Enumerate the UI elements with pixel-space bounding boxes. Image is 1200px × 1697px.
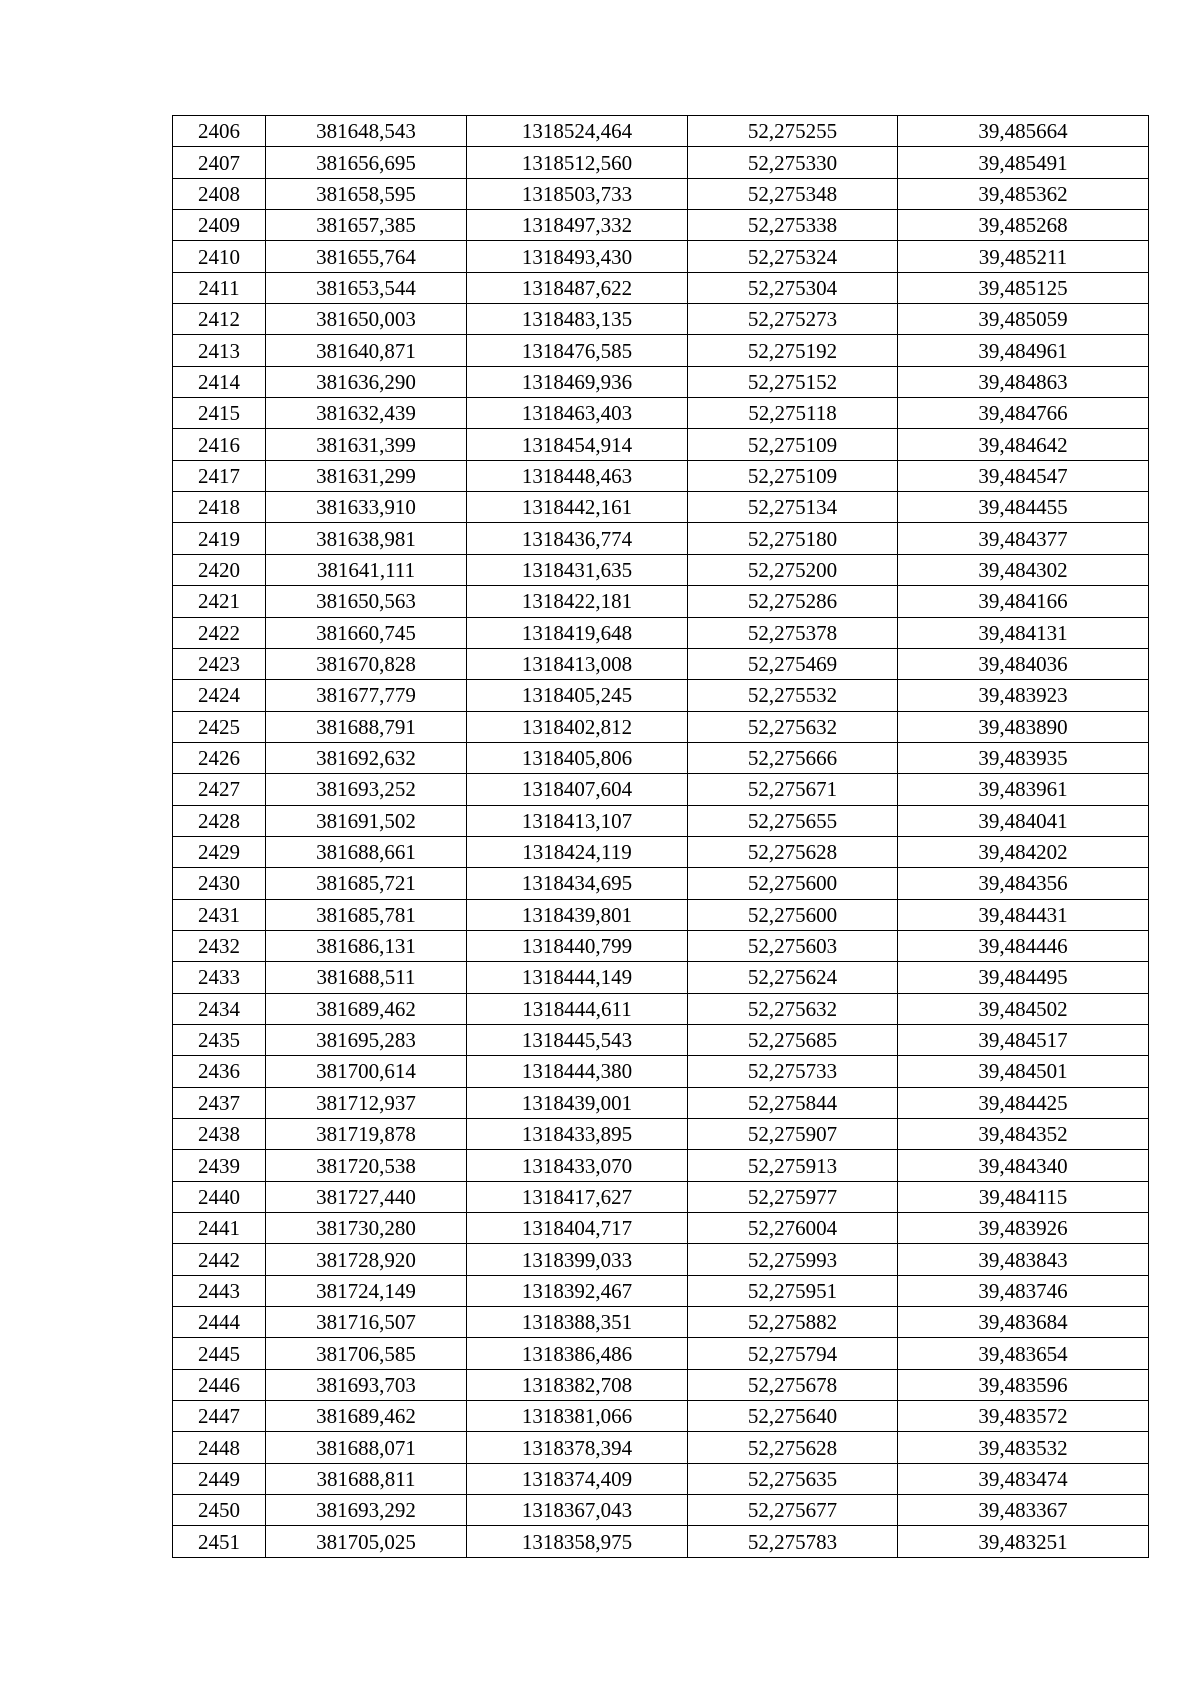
coordinates-table-body bbox=[173, 116, 1149, 1558]
latitude-cell: 52,276004 bbox=[688, 1213, 898, 1244]
table-row bbox=[173, 147, 1149, 178]
point-number-cell: 2420 bbox=[173, 554, 266, 585]
y-coordinate-cell: 1318483,135 bbox=[467, 304, 688, 335]
table-row bbox=[173, 116, 1149, 147]
table-row bbox=[173, 554, 1149, 585]
longitude-cell: 39,484863 bbox=[898, 366, 1149, 397]
longitude-cell: 39,484202 bbox=[898, 836, 1149, 867]
x-coordinate-cell: 381688,071 bbox=[266, 1432, 467, 1463]
longitude-cell: 39,484547 bbox=[898, 460, 1149, 491]
x-coordinate-cell: 381705,025 bbox=[266, 1526, 467, 1557]
table-row bbox=[173, 210, 1149, 241]
y-coordinate-cell: 1318434,695 bbox=[467, 868, 688, 899]
x-coordinate-cell: 381641,111 bbox=[266, 554, 467, 585]
x-coordinate-cell: 381638,981 bbox=[266, 523, 467, 554]
y-coordinate-cell: 1318487,622 bbox=[467, 272, 688, 303]
longitude-cell: 39,485059 bbox=[898, 304, 1149, 335]
longitude-cell: 39,484425 bbox=[898, 1087, 1149, 1118]
point-number-cell: 2426 bbox=[173, 742, 266, 773]
longitude-cell: 39,483746 bbox=[898, 1275, 1149, 1306]
latitude-cell: 52,275794 bbox=[688, 1338, 898, 1369]
latitude-cell: 52,275603 bbox=[688, 930, 898, 961]
table-row bbox=[173, 241, 1149, 272]
y-coordinate-cell: 1318402,812 bbox=[467, 711, 688, 742]
x-coordinate-cell: 381650,003 bbox=[266, 304, 467, 335]
latitude-cell: 52,275304 bbox=[688, 272, 898, 303]
latitude-cell: 52,275109 bbox=[688, 429, 898, 460]
x-coordinate-cell: 381700,614 bbox=[266, 1056, 467, 1087]
longitude-cell: 39,484036 bbox=[898, 648, 1149, 679]
x-coordinate-cell: 381688,661 bbox=[266, 836, 467, 867]
longitude-cell: 39,484455 bbox=[898, 492, 1149, 523]
table-row bbox=[173, 993, 1149, 1024]
longitude-cell: 39,484131 bbox=[898, 617, 1149, 648]
longitude-cell: 39,485362 bbox=[898, 178, 1149, 209]
point-number-cell: 2445 bbox=[173, 1338, 266, 1369]
x-coordinate-cell: 381655,764 bbox=[266, 241, 467, 272]
longitude-cell: 39,484501 bbox=[898, 1056, 1149, 1087]
latitude-cell: 52,275134 bbox=[688, 492, 898, 523]
point-number-cell: 2423 bbox=[173, 648, 266, 679]
latitude-cell: 52,275678 bbox=[688, 1369, 898, 1400]
point-number-cell: 2439 bbox=[173, 1150, 266, 1181]
latitude-cell: 52,275977 bbox=[688, 1181, 898, 1212]
y-coordinate-cell: 1318444,149 bbox=[467, 962, 688, 993]
y-coordinate-cell: 1318493,430 bbox=[467, 241, 688, 272]
longitude-cell: 39,483961 bbox=[898, 774, 1149, 805]
point-number-cell: 2411 bbox=[173, 272, 266, 303]
table-row bbox=[173, 1463, 1149, 1494]
x-coordinate-cell: 381656,695 bbox=[266, 147, 467, 178]
latitude-cell: 52,275378 bbox=[688, 617, 898, 648]
longitude-cell: 39,484961 bbox=[898, 335, 1149, 366]
table-row bbox=[173, 1181, 1149, 1212]
latitude-cell: 52,275600 bbox=[688, 899, 898, 930]
x-coordinate-cell: 381688,511 bbox=[266, 962, 467, 993]
point-number-cell: 2437 bbox=[173, 1087, 266, 1118]
y-coordinate-cell: 1318503,733 bbox=[467, 178, 688, 209]
latitude-cell: 52,275532 bbox=[688, 680, 898, 711]
x-coordinate-cell: 381650,563 bbox=[266, 586, 467, 617]
latitude-cell: 52,275882 bbox=[688, 1307, 898, 1338]
point-number-cell: 2419 bbox=[173, 523, 266, 554]
point-number-cell: 2412 bbox=[173, 304, 266, 335]
y-coordinate-cell: 1318381,066 bbox=[467, 1401, 688, 1432]
longitude-cell: 39,483572 bbox=[898, 1401, 1149, 1432]
latitude-cell: 52,275655 bbox=[688, 805, 898, 836]
point-number-cell: 2451 bbox=[173, 1526, 266, 1557]
longitude-cell: 39,483843 bbox=[898, 1244, 1149, 1275]
table-row bbox=[173, 1275, 1149, 1306]
table-row bbox=[173, 1495, 1149, 1526]
point-number-cell: 2434 bbox=[173, 993, 266, 1024]
x-coordinate-cell: 381719,878 bbox=[266, 1119, 467, 1150]
latitude-cell: 52,275685 bbox=[688, 1024, 898, 1055]
y-coordinate-cell: 1318392,467 bbox=[467, 1275, 688, 1306]
x-coordinate-cell: 381640,871 bbox=[266, 335, 467, 366]
longitude-cell: 39,483926 bbox=[898, 1213, 1149, 1244]
x-coordinate-cell: 381689,462 bbox=[266, 993, 467, 1024]
latitude-cell: 52,275677 bbox=[688, 1495, 898, 1526]
x-coordinate-cell: 381720,538 bbox=[266, 1150, 467, 1181]
table-row bbox=[173, 460, 1149, 491]
latitude-cell: 52,275338 bbox=[688, 210, 898, 241]
latitude-cell: 52,275180 bbox=[688, 523, 898, 554]
point-number-cell: 2444 bbox=[173, 1307, 266, 1338]
latitude-cell: 52,275469 bbox=[688, 648, 898, 679]
y-coordinate-cell: 1318444,380 bbox=[467, 1056, 688, 1087]
point-number-cell: 2446 bbox=[173, 1369, 266, 1400]
longitude-cell: 39,485125 bbox=[898, 272, 1149, 303]
longitude-cell: 39,484352 bbox=[898, 1119, 1149, 1150]
point-number-cell: 2440 bbox=[173, 1181, 266, 1212]
latitude-cell: 52,275624 bbox=[688, 962, 898, 993]
point-number-cell: 2409 bbox=[173, 210, 266, 241]
point-number-cell: 2431 bbox=[173, 899, 266, 930]
x-coordinate-cell: 381730,280 bbox=[266, 1213, 467, 1244]
table-row bbox=[173, 805, 1149, 836]
latitude-cell: 52,275192 bbox=[688, 335, 898, 366]
table-row bbox=[173, 1432, 1149, 1463]
point-number-cell: 2433 bbox=[173, 962, 266, 993]
table-row bbox=[173, 1213, 1149, 1244]
point-number-cell: 2428 bbox=[173, 805, 266, 836]
x-coordinate-cell: 381693,703 bbox=[266, 1369, 467, 1400]
table-row bbox=[173, 492, 1149, 523]
y-coordinate-cell: 1318444,611 bbox=[467, 993, 688, 1024]
latitude-cell: 52,275330 bbox=[688, 147, 898, 178]
table-row bbox=[173, 523, 1149, 554]
table-row bbox=[173, 648, 1149, 679]
longitude-cell: 39,483532 bbox=[898, 1432, 1149, 1463]
point-number-cell: 2418 bbox=[173, 492, 266, 523]
point-number-cell: 2417 bbox=[173, 460, 266, 491]
longitude-cell: 39,484166 bbox=[898, 586, 1149, 617]
x-coordinate-cell: 381685,721 bbox=[266, 868, 467, 899]
table-row bbox=[173, 398, 1149, 429]
table-row bbox=[173, 1056, 1149, 1087]
latitude-cell: 52,275628 bbox=[688, 1432, 898, 1463]
longitude-cell: 39,484431 bbox=[898, 899, 1149, 930]
table-row bbox=[173, 1150, 1149, 1181]
longitude-cell: 39,483684 bbox=[898, 1307, 1149, 1338]
longitude-cell: 39,483367 bbox=[898, 1495, 1149, 1526]
longitude-cell: 39,484502 bbox=[898, 993, 1149, 1024]
x-coordinate-cell: 381632,439 bbox=[266, 398, 467, 429]
longitude-cell: 39,485268 bbox=[898, 210, 1149, 241]
latitude-cell: 52,275733 bbox=[688, 1056, 898, 1087]
table-row bbox=[173, 304, 1149, 335]
longitude-cell: 39,484356 bbox=[898, 868, 1149, 899]
longitude-cell: 39,485491 bbox=[898, 147, 1149, 178]
point-number-cell: 2432 bbox=[173, 930, 266, 961]
x-coordinate-cell: 381716,507 bbox=[266, 1307, 467, 1338]
point-number-cell: 2435 bbox=[173, 1024, 266, 1055]
x-coordinate-cell: 381695,283 bbox=[266, 1024, 467, 1055]
y-coordinate-cell: 1318382,708 bbox=[467, 1369, 688, 1400]
y-coordinate-cell: 1318512,560 bbox=[467, 147, 688, 178]
x-coordinate-cell: 381670,828 bbox=[266, 648, 467, 679]
point-number-cell: 2443 bbox=[173, 1275, 266, 1306]
point-number-cell: 2430 bbox=[173, 868, 266, 899]
latitude-cell: 52,275640 bbox=[688, 1401, 898, 1432]
point-number-cell: 2416 bbox=[173, 429, 266, 460]
latitude-cell: 52,275324 bbox=[688, 241, 898, 272]
table-row bbox=[173, 1526, 1149, 1557]
coordinates-table bbox=[172, 115, 1149, 1558]
x-coordinate-cell: 381712,937 bbox=[266, 1087, 467, 1118]
y-coordinate-cell: 1318388,351 bbox=[467, 1307, 688, 1338]
latitude-cell: 52,275255 bbox=[688, 116, 898, 147]
x-coordinate-cell: 381688,791 bbox=[266, 711, 467, 742]
x-coordinate-cell: 381686,131 bbox=[266, 930, 467, 961]
latitude-cell: 52,275635 bbox=[688, 1463, 898, 1494]
y-coordinate-cell: 1318413,107 bbox=[467, 805, 688, 836]
x-coordinate-cell: 381693,292 bbox=[266, 1495, 467, 1526]
table-row bbox=[173, 742, 1149, 773]
point-number-cell: 2424 bbox=[173, 680, 266, 711]
point-number-cell: 2450 bbox=[173, 1495, 266, 1526]
point-number-cell: 2441 bbox=[173, 1213, 266, 1244]
y-coordinate-cell: 1318476,585 bbox=[467, 335, 688, 366]
longitude-cell: 39,483654 bbox=[898, 1338, 1149, 1369]
table-row bbox=[173, 962, 1149, 993]
table-row bbox=[173, 1307, 1149, 1338]
table-row bbox=[173, 836, 1149, 867]
y-coordinate-cell: 1318378,394 bbox=[467, 1432, 688, 1463]
table-row bbox=[173, 1244, 1149, 1275]
latitude-cell: 52,275273 bbox=[688, 304, 898, 335]
latitude-cell: 52,275666 bbox=[688, 742, 898, 773]
y-coordinate-cell: 1318440,799 bbox=[467, 930, 688, 961]
latitude-cell: 52,275632 bbox=[688, 993, 898, 1024]
x-coordinate-cell: 381706,585 bbox=[266, 1338, 467, 1369]
longitude-cell: 39,484446 bbox=[898, 930, 1149, 961]
y-coordinate-cell: 1318439,801 bbox=[467, 899, 688, 930]
point-number-cell: 2407 bbox=[173, 147, 266, 178]
latitude-cell: 52,275348 bbox=[688, 178, 898, 209]
y-coordinate-cell: 1318469,936 bbox=[467, 366, 688, 397]
point-number-cell: 2425 bbox=[173, 711, 266, 742]
table-row bbox=[173, 1024, 1149, 1055]
y-coordinate-cell: 1318358,975 bbox=[467, 1526, 688, 1557]
table-row bbox=[173, 774, 1149, 805]
y-coordinate-cell: 1318417,627 bbox=[467, 1181, 688, 1212]
y-coordinate-cell: 1318433,070 bbox=[467, 1150, 688, 1181]
table-row bbox=[173, 930, 1149, 961]
table-row bbox=[173, 680, 1149, 711]
point-number-cell: 2421 bbox=[173, 586, 266, 617]
y-coordinate-cell: 1318419,648 bbox=[467, 617, 688, 648]
point-number-cell: 2448 bbox=[173, 1432, 266, 1463]
point-number-cell: 2436 bbox=[173, 1056, 266, 1087]
x-coordinate-cell: 381728,920 bbox=[266, 1244, 467, 1275]
latitude-cell: 52,275907 bbox=[688, 1119, 898, 1150]
table-row bbox=[173, 178, 1149, 209]
latitude-cell: 52,275632 bbox=[688, 711, 898, 742]
longitude-cell: 39,483935 bbox=[898, 742, 1149, 773]
longitude-cell: 39,483923 bbox=[898, 680, 1149, 711]
table-row bbox=[173, 899, 1149, 930]
x-coordinate-cell: 381631,299 bbox=[266, 460, 467, 491]
point-number-cell: 2449 bbox=[173, 1463, 266, 1494]
y-coordinate-cell: 1318386,486 bbox=[467, 1338, 688, 1369]
table-row bbox=[173, 868, 1149, 899]
x-coordinate-cell: 381692,632 bbox=[266, 742, 467, 773]
longitude-cell: 39,485664 bbox=[898, 116, 1149, 147]
longitude-cell: 39,484340 bbox=[898, 1150, 1149, 1181]
latitude-cell: 52,275913 bbox=[688, 1150, 898, 1181]
x-coordinate-cell: 381724,149 bbox=[266, 1275, 467, 1306]
latitude-cell: 52,275671 bbox=[688, 774, 898, 805]
table-row bbox=[173, 711, 1149, 742]
point-number-cell: 2413 bbox=[173, 335, 266, 366]
x-coordinate-cell: 381689,462 bbox=[266, 1401, 467, 1432]
x-coordinate-cell: 381685,781 bbox=[266, 899, 467, 930]
x-coordinate-cell: 381693,252 bbox=[266, 774, 467, 805]
table-row bbox=[173, 1338, 1149, 1369]
longitude-cell: 39,484377 bbox=[898, 523, 1149, 554]
table-row bbox=[173, 1401, 1149, 1432]
x-coordinate-cell: 381688,811 bbox=[266, 1463, 467, 1494]
y-coordinate-cell: 1318524,464 bbox=[467, 116, 688, 147]
latitude-cell: 52,275783 bbox=[688, 1526, 898, 1557]
y-coordinate-cell: 1318454,914 bbox=[467, 429, 688, 460]
x-coordinate-cell: 381631,399 bbox=[266, 429, 467, 460]
point-number-cell: 2438 bbox=[173, 1119, 266, 1150]
point-number-cell: 2414 bbox=[173, 366, 266, 397]
point-number-cell: 2442 bbox=[173, 1244, 266, 1275]
longitude-cell: 39,485211 bbox=[898, 241, 1149, 272]
table-row bbox=[173, 1119, 1149, 1150]
y-coordinate-cell: 1318405,806 bbox=[467, 742, 688, 773]
y-coordinate-cell: 1318407,604 bbox=[467, 774, 688, 805]
point-number-cell: 2406 bbox=[173, 116, 266, 147]
table-row bbox=[173, 1369, 1149, 1400]
y-coordinate-cell: 1318422,181 bbox=[467, 586, 688, 617]
longitude-cell: 39,483890 bbox=[898, 711, 1149, 742]
table-row bbox=[173, 617, 1149, 648]
longitude-cell: 39,484495 bbox=[898, 962, 1149, 993]
latitude-cell: 52,275993 bbox=[688, 1244, 898, 1275]
table-row bbox=[173, 586, 1149, 617]
x-coordinate-cell: 381658,595 bbox=[266, 178, 467, 209]
latitude-cell: 52,275118 bbox=[688, 398, 898, 429]
point-number-cell: 2408 bbox=[173, 178, 266, 209]
longitude-cell: 39,484642 bbox=[898, 429, 1149, 460]
x-coordinate-cell: 381660,745 bbox=[266, 617, 467, 648]
y-coordinate-cell: 1318404,717 bbox=[467, 1213, 688, 1244]
point-number-cell: 2415 bbox=[173, 398, 266, 429]
latitude-cell: 52,275152 bbox=[688, 366, 898, 397]
table-row bbox=[173, 1087, 1149, 1118]
longitude-cell: 39,484115 bbox=[898, 1181, 1149, 1212]
y-coordinate-cell: 1318374,409 bbox=[467, 1463, 688, 1494]
longitude-cell: 39,484766 bbox=[898, 398, 1149, 429]
y-coordinate-cell: 1318424,119 bbox=[467, 836, 688, 867]
longitude-cell: 39,484302 bbox=[898, 554, 1149, 585]
longitude-cell: 39,483596 bbox=[898, 1369, 1149, 1400]
longitude-cell: 39,483251 bbox=[898, 1526, 1149, 1557]
latitude-cell: 52,275844 bbox=[688, 1087, 898, 1118]
x-coordinate-cell: 381657,385 bbox=[266, 210, 467, 241]
x-coordinate-cell: 381648,543 bbox=[266, 116, 467, 147]
latitude-cell: 52,275200 bbox=[688, 554, 898, 585]
y-coordinate-cell: 1318439,001 bbox=[467, 1087, 688, 1118]
y-coordinate-cell: 1318442,161 bbox=[467, 492, 688, 523]
longitude-cell: 39,483474 bbox=[898, 1463, 1149, 1494]
y-coordinate-cell: 1318405,245 bbox=[467, 680, 688, 711]
latitude-cell: 52,275109 bbox=[688, 460, 898, 491]
x-coordinate-cell: 381727,440 bbox=[266, 1181, 467, 1212]
x-coordinate-cell: 381677,779 bbox=[266, 680, 467, 711]
latitude-cell: 52,275286 bbox=[688, 586, 898, 617]
latitude-cell: 52,275628 bbox=[688, 836, 898, 867]
point-number-cell: 2410 bbox=[173, 241, 266, 272]
x-coordinate-cell: 381691,502 bbox=[266, 805, 467, 836]
y-coordinate-cell: 1318399,033 bbox=[467, 1244, 688, 1275]
point-number-cell: 2429 bbox=[173, 836, 266, 867]
table-row bbox=[173, 366, 1149, 397]
latitude-cell: 52,275600 bbox=[688, 868, 898, 899]
point-number-cell: 2427 bbox=[173, 774, 266, 805]
x-coordinate-cell: 381653,544 bbox=[266, 272, 467, 303]
y-coordinate-cell: 1318448,463 bbox=[467, 460, 688, 491]
y-coordinate-cell: 1318367,043 bbox=[467, 1495, 688, 1526]
table-row bbox=[173, 272, 1149, 303]
longitude-cell: 39,484517 bbox=[898, 1024, 1149, 1055]
y-coordinate-cell: 1318497,332 bbox=[467, 210, 688, 241]
y-coordinate-cell: 1318413,008 bbox=[467, 648, 688, 679]
latitude-cell: 52,275951 bbox=[688, 1275, 898, 1306]
table-row bbox=[173, 335, 1149, 366]
point-number-cell: 2447 bbox=[173, 1401, 266, 1432]
y-coordinate-cell: 1318433,895 bbox=[467, 1119, 688, 1150]
longitude-cell: 39,484041 bbox=[898, 805, 1149, 836]
y-coordinate-cell: 1318431,635 bbox=[467, 554, 688, 585]
x-coordinate-cell: 381633,910 bbox=[266, 492, 467, 523]
y-coordinate-cell: 1318436,774 bbox=[467, 523, 688, 554]
table-row bbox=[173, 429, 1149, 460]
y-coordinate-cell: 1318463,403 bbox=[467, 398, 688, 429]
y-coordinate-cell: 1318445,543 bbox=[467, 1024, 688, 1055]
x-coordinate-cell: 381636,290 bbox=[266, 366, 467, 397]
point-number-cell: 2422 bbox=[173, 617, 266, 648]
